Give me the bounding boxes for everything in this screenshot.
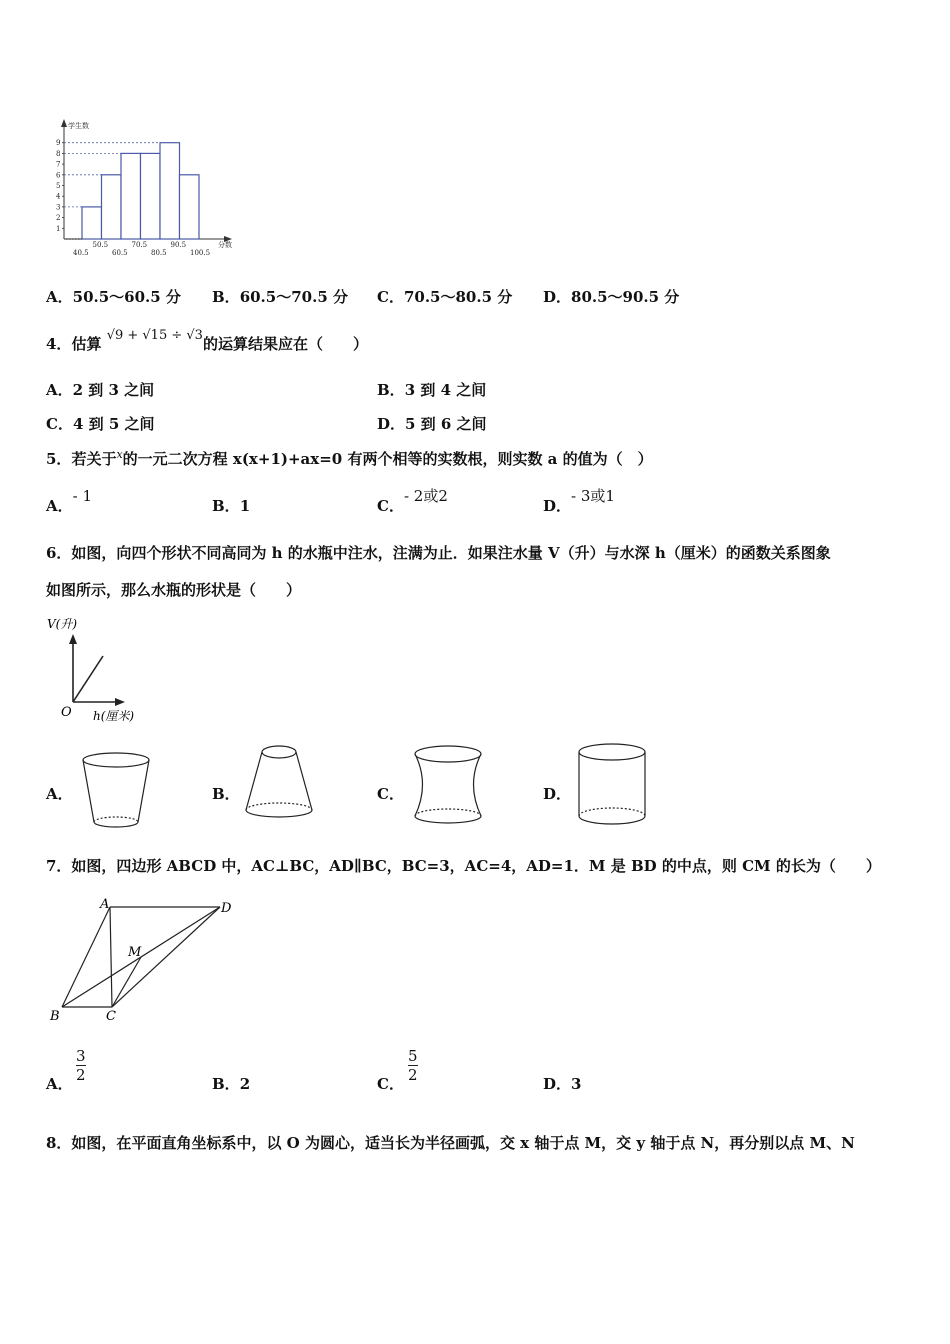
q3-option-a[interactable]: A．50.5～60.5 分 (46, 288, 181, 306)
histogram-bar (160, 143, 180, 239)
y-tick-label: 1 (56, 224, 61, 233)
q7-option-a-fraction: $\frac{3}{2}$ (76, 1047, 86, 1084)
q5-option-d[interactable]: D．- 3或1 (543, 487, 615, 515)
q7-option-b[interactable]: B．2 (212, 1075, 251, 1093)
q5-option-c[interactable]: C．- 2或2 (377, 487, 448, 515)
y-axis-arrow (61, 119, 67, 127)
y-tick-label: 3 (56, 203, 61, 212)
y-tick-label: 7 (56, 160, 61, 169)
q3-option-b[interactable]: B．60.5～70.5 分 (212, 288, 348, 306)
x-axis-label: 分数 (218, 241, 232, 249)
v-axis-label: V(升) (47, 617, 78, 631)
q4-option-b[interactable]: B．3 到 4 之间 (377, 381, 487, 399)
point-a-label: A (100, 897, 110, 912)
q6-option-b[interactable]: B． (212, 785, 240, 803)
y-tick-label: 2 (56, 214, 61, 223)
q5-stem: 5．若关于$^x$的一元二次方程 x(x+1)+ax=0 有两个相等的实数根，则实数 a 的值为（ ） (46, 448, 653, 468)
point-d-label: D (221, 901, 232, 916)
x-tick-label: 100.5 (190, 249, 211, 257)
q7-option-c[interactable]: C． (377, 1075, 404, 1093)
y-tick-label: 4 (56, 192, 61, 201)
q7-stem: 7．如图，四边形 ABCD 中，AC⊥BC，AD∥BC，BC=3，AC=4，AD=1．M 是 BD 的中点，则 CM 的长为（ ） (46, 857, 881, 875)
x-tick-label: 40.5 (73, 249, 89, 257)
x-tick-label: 80.5 (151, 249, 167, 257)
bottle-c-icon (408, 742, 488, 828)
x-tick-label: 60.5 (112, 249, 128, 257)
histogram-bar (141, 153, 161, 239)
q6-option-d[interactable]: D． (543, 785, 572, 803)
q8-stem: 8．如图，在平面直角坐标系中，以 O 为圆心，适当长为半径画弧，交 x 轴于点 M，交 y 轴于点 N，再分别以点 M、N (46, 1134, 855, 1152)
q7-option-a[interactable]: A． (46, 1075, 73, 1093)
y-tick-labels (56, 139, 64, 233)
histogram-bar (102, 175, 122, 239)
v-axis-arrow (69, 634, 77, 644)
y-axis-label: 学生数 (68, 122, 89, 130)
y-tick-label: 8 (56, 149, 61, 158)
histogram-bars (82, 143, 199, 239)
h-axis-arrow (115, 698, 125, 706)
bottle-a-icon (78, 750, 158, 832)
x-tick-labels (73, 241, 210, 257)
q5-option-a[interactable]: A．- 1 (46, 487, 93, 515)
point-c-label: C (106, 1009, 116, 1024)
q3-option-d[interactable]: D．80.5～90.5 分 (543, 288, 680, 306)
q6-option-a[interactable]: A． (46, 785, 73, 803)
q5-option-b[interactable]: B．1 (212, 497, 251, 515)
point-b-label: B (50, 1009, 60, 1024)
q4-expression: √9 + √15 ÷ √3 (106, 328, 203, 343)
x-tick-label: 50.5 (92, 241, 109, 249)
y-tick-label: 6 (56, 171, 61, 180)
origin-label: O (61, 705, 72, 720)
q6-stem-line2: 如图所示，那么水瓶的形状是（ ） (46, 581, 302, 599)
y-tick-label: 5 (56, 182, 61, 190)
q6-volume-graph (45, 614, 155, 726)
q7-option-c-fraction: $\frac{5}{2}$ (408, 1047, 418, 1084)
point-m-label: M (128, 945, 142, 960)
q3-option-c[interactable]: C．70.5～80.5 分 (377, 288, 513, 306)
q4-stem: 4．估算 √9 + √15 ÷ √3的运算结果应在（ ） (46, 328, 368, 353)
q6-option-c[interactable]: C． (377, 785, 404, 803)
x-tick-label: 70.5 (131, 241, 148, 249)
bottle-d-icon (574, 740, 654, 832)
q7-option-d[interactable]: D．3 (543, 1075, 582, 1093)
q4-option-a[interactable]: A．2 到 3 之间 (46, 381, 155, 399)
h-axis-label: h(厘米) (93, 709, 135, 723)
volume-line (73, 656, 103, 702)
q7-quadrilateral-figure (42, 892, 242, 1027)
histogram-chart (40, 115, 250, 265)
x-tick-label: 90.5 (170, 241, 187, 249)
bottle-b-icon (240, 742, 320, 824)
histogram-bar (121, 153, 141, 239)
histogram-bar (82, 207, 102, 239)
histogram-bar (180, 175, 200, 239)
q6-stem-line1: 6．如图，向四个形状不同高同为 h 的水瓶中注水，注满为止．如果注水量 V（升）与水深 h（厘米）的函数关系图象 (46, 544, 831, 562)
q4-option-d[interactable]: D．5 到 6 之间 (377, 415, 487, 433)
q4-option-c[interactable]: C．4 到 5 之间 (46, 415, 155, 433)
y-tick-label: 9 (56, 139, 61, 148)
